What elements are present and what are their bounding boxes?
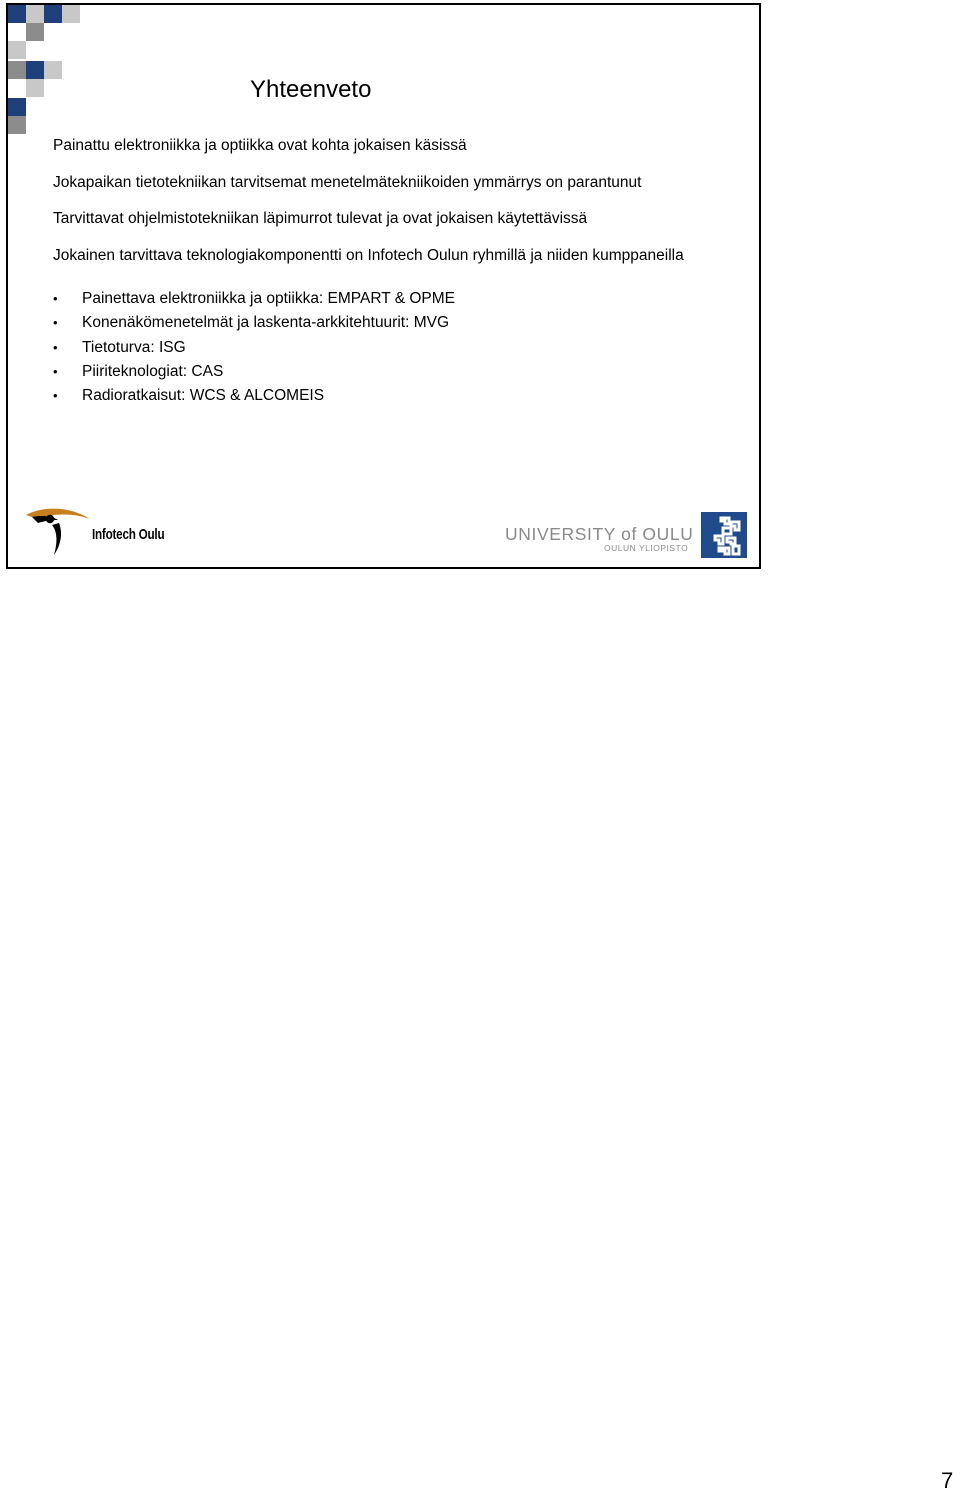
bullet-text: Konenäkömenetelmät ja laskenta-arkkitehtuurit: MVG — [82, 314, 450, 332]
bullet-icon: • — [53, 363, 58, 379]
bullet-icon: • — [53, 315, 58, 331]
bullet-text: Tietoturva: ISG — [82, 338, 186, 356]
infotech-logo-text: Infotech Oulu — [92, 526, 165, 543]
page-number: 7 — [941, 1468, 954, 1493]
slide — [6, 3, 761, 569]
bullet-list — [53, 289, 753, 410]
university-subtitle: OULUN YLIOPISTO — [604, 543, 689, 553]
list-item — [53, 338, 753, 362]
bullet-text: Radioratkaisut: WCS & ALCOMEIS — [82, 387, 325, 405]
bullet-text: Piiriteknologiat: CAS — [82, 362, 224, 380]
paragraph: Tarvittavat ohjelmistotekniikan läpimurrot tulevat ja ovat jokaisen käytettävissä — [53, 210, 588, 228]
checkered-decoration — [8, 5, 88, 140]
paragraph: Jokapaikan tietotekniikan tarvitsemat menetelmätekniikoiden ymmärrys on parantunut — [53, 173, 642, 191]
infotech-logo-icon — [24, 507, 94, 559]
bullet-icon: • — [53, 339, 58, 355]
list-item — [53, 289, 753, 313]
list-item — [53, 386, 753, 410]
slide-title: Yhteenveto — [250, 76, 372, 103]
list-item — [53, 313, 753, 337]
paragraph-list — [53, 136, 753, 283]
paragraph: Painattu elektroniikka ja optiikka ovat kohta jokaisen käsissä — [53, 137, 467, 154]
paragraph: Jokainen tarvittava teknologiakomponentti on Infotech Oulun ryhmillä ja niiden kumppaneilla — [53, 247, 684, 265]
list-item — [53, 362, 753, 386]
bullet-icon: • — [53, 388, 58, 404]
bullet-icon: • — [53, 291, 58, 306]
university-emblem-icon — [701, 512, 747, 558]
university-name: UNIVERSITY of OULU — [505, 524, 694, 544]
bullet-text: Painettava elektroniikka ja optiikka: EMPART & OPME — [82, 290, 456, 307]
